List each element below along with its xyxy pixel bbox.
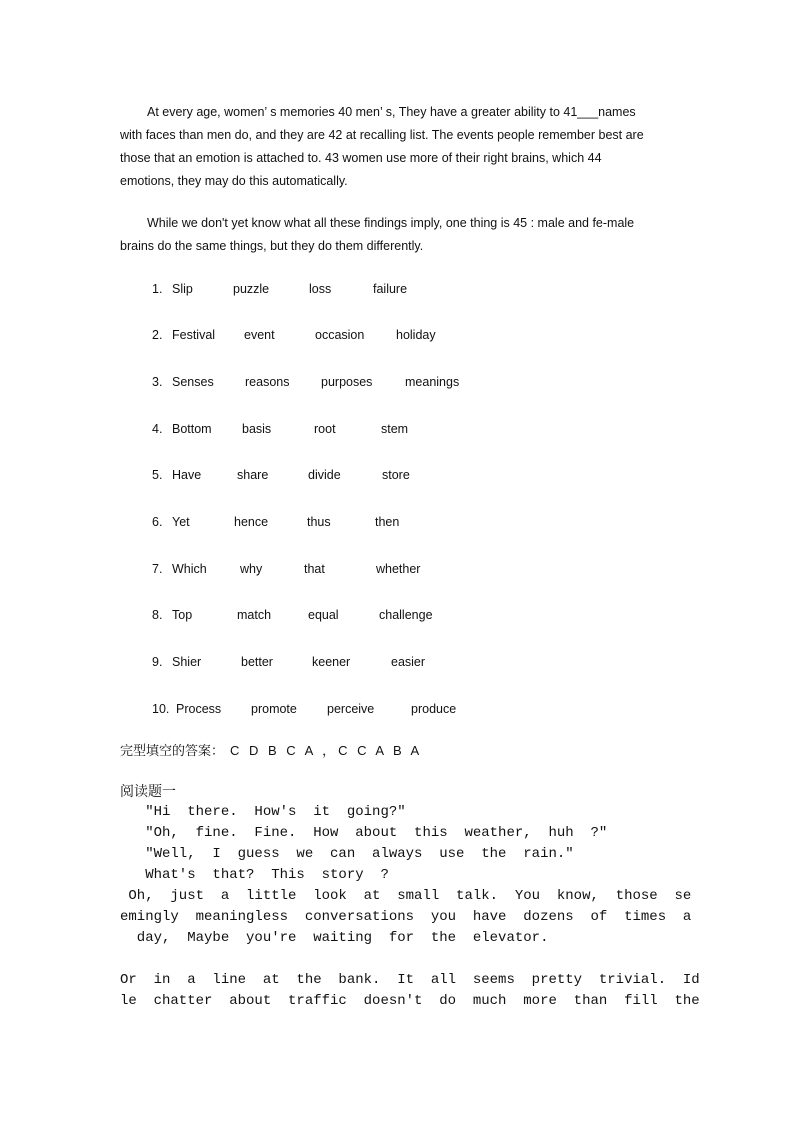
option-c: perceive bbox=[327, 702, 375, 716]
option-c: purposes bbox=[321, 375, 373, 389]
option-number: 3. bbox=[152, 375, 163, 389]
option-a: Yet bbox=[172, 515, 190, 529]
passage-paragraph-1 bbox=[120, 101, 676, 193]
text-line: with faces than men do, and they are 42 at recalling list. The events people remember best are bbox=[120, 128, 644, 142]
option-a: Process bbox=[176, 702, 222, 716]
text-line: Or in a line at the bank. It all seems pretty trivial. Id bbox=[120, 972, 700, 988]
option-a: Senses bbox=[172, 375, 214, 389]
text-line: Oh, just a little look at small talk. You know, those se bbox=[120, 888, 692, 904]
option-b: match bbox=[237, 608, 272, 622]
reading-section-title: 阅读题一 bbox=[120, 783, 176, 799]
option-a: Shier bbox=[172, 655, 202, 669]
option-c: keener bbox=[312, 655, 351, 669]
text-line: "Oh, fine. Fine. How about this weather, huh ?" bbox=[120, 825, 608, 841]
text-line: While we don't yet know what all these findings imply, one thing is 45 : male and fe-male bbox=[147, 216, 635, 230]
text-line: "Hi there. How's it going?" bbox=[120, 804, 406, 820]
option-b: share bbox=[237, 468, 269, 482]
option-d: meanings bbox=[405, 375, 460, 389]
option-b: reasons bbox=[245, 375, 290, 389]
cloze-answer-key bbox=[120, 740, 422, 759]
option-c: that bbox=[304, 562, 325, 576]
option-number: 1. bbox=[152, 282, 163, 296]
option-c: divide bbox=[308, 468, 341, 482]
option-b: hence bbox=[234, 515, 269, 529]
text-line: At every age, women’ s memories 40 men’ s, They have a greater ability to 41___names bbox=[147, 105, 636, 119]
text-line: "Well, I guess we can always use the rain." bbox=[120, 846, 574, 862]
option-b: promote bbox=[251, 702, 297, 716]
option-b: better bbox=[241, 655, 273, 669]
option-d: failure bbox=[373, 282, 408, 296]
option-number: 9. bbox=[152, 655, 163, 669]
option-d: holiday bbox=[396, 328, 436, 342]
option-d: produce bbox=[411, 702, 457, 716]
answer-label: 完型填空的答案： bbox=[120, 743, 225, 758]
answer-value: C D B C A ，C C A B A bbox=[230, 743, 423, 758]
text-line: brains do the same things, but they do them differently. bbox=[120, 239, 424, 253]
option-d: then bbox=[375, 515, 400, 529]
passage-paragraph-2 bbox=[120, 212, 676, 258]
option-c: root bbox=[314, 422, 336, 436]
option-d: stem bbox=[381, 422, 409, 436]
option-a: Festival bbox=[172, 328, 216, 342]
option-number: 10. bbox=[152, 702, 170, 716]
text-line: emotions, they may do this automatically. bbox=[120, 174, 348, 188]
option-number: 2. bbox=[152, 328, 163, 342]
option-a: Bottom bbox=[172, 422, 212, 436]
option-d: easier bbox=[391, 655, 426, 669]
text-line: What's that? This story ? bbox=[120, 867, 389, 883]
option-number: 6. bbox=[152, 515, 163, 529]
option-number: 5. bbox=[152, 468, 163, 482]
text-line: day, Maybe you're waiting for the elevator. bbox=[120, 930, 549, 946]
option-c: occasion bbox=[315, 328, 365, 342]
option-a: Which bbox=[172, 562, 207, 576]
option-c: equal bbox=[308, 608, 339, 622]
option-b: puzzle bbox=[233, 282, 270, 296]
option-c: thus bbox=[307, 515, 331, 529]
option-b: event bbox=[244, 328, 275, 342]
option-d: whether bbox=[376, 562, 421, 576]
option-c: loss bbox=[309, 282, 332, 296]
option-number: 7. bbox=[152, 562, 163, 576]
option-a: Top bbox=[172, 608, 193, 622]
option-b: basis bbox=[242, 422, 272, 436]
text-line: those that an emotion is attached to. 43 women use more of their right brains, which 44 bbox=[120, 151, 602, 165]
text-line: le chatter about traffic doesn't do much more than fill the bbox=[120, 993, 700, 1009]
option-a: Slip bbox=[172, 282, 193, 296]
text-line: emingly meaningless conversations you have dozens of times a bbox=[120, 909, 692, 925]
option-d: store bbox=[382, 468, 410, 482]
option-number: 4. bbox=[152, 422, 163, 436]
option-d: challenge bbox=[379, 608, 433, 622]
option-number: 8. bbox=[152, 608, 163, 622]
option-b: why bbox=[240, 562, 263, 576]
reading-passage bbox=[120, 802, 700, 1012]
option-a: Have bbox=[172, 468, 202, 482]
